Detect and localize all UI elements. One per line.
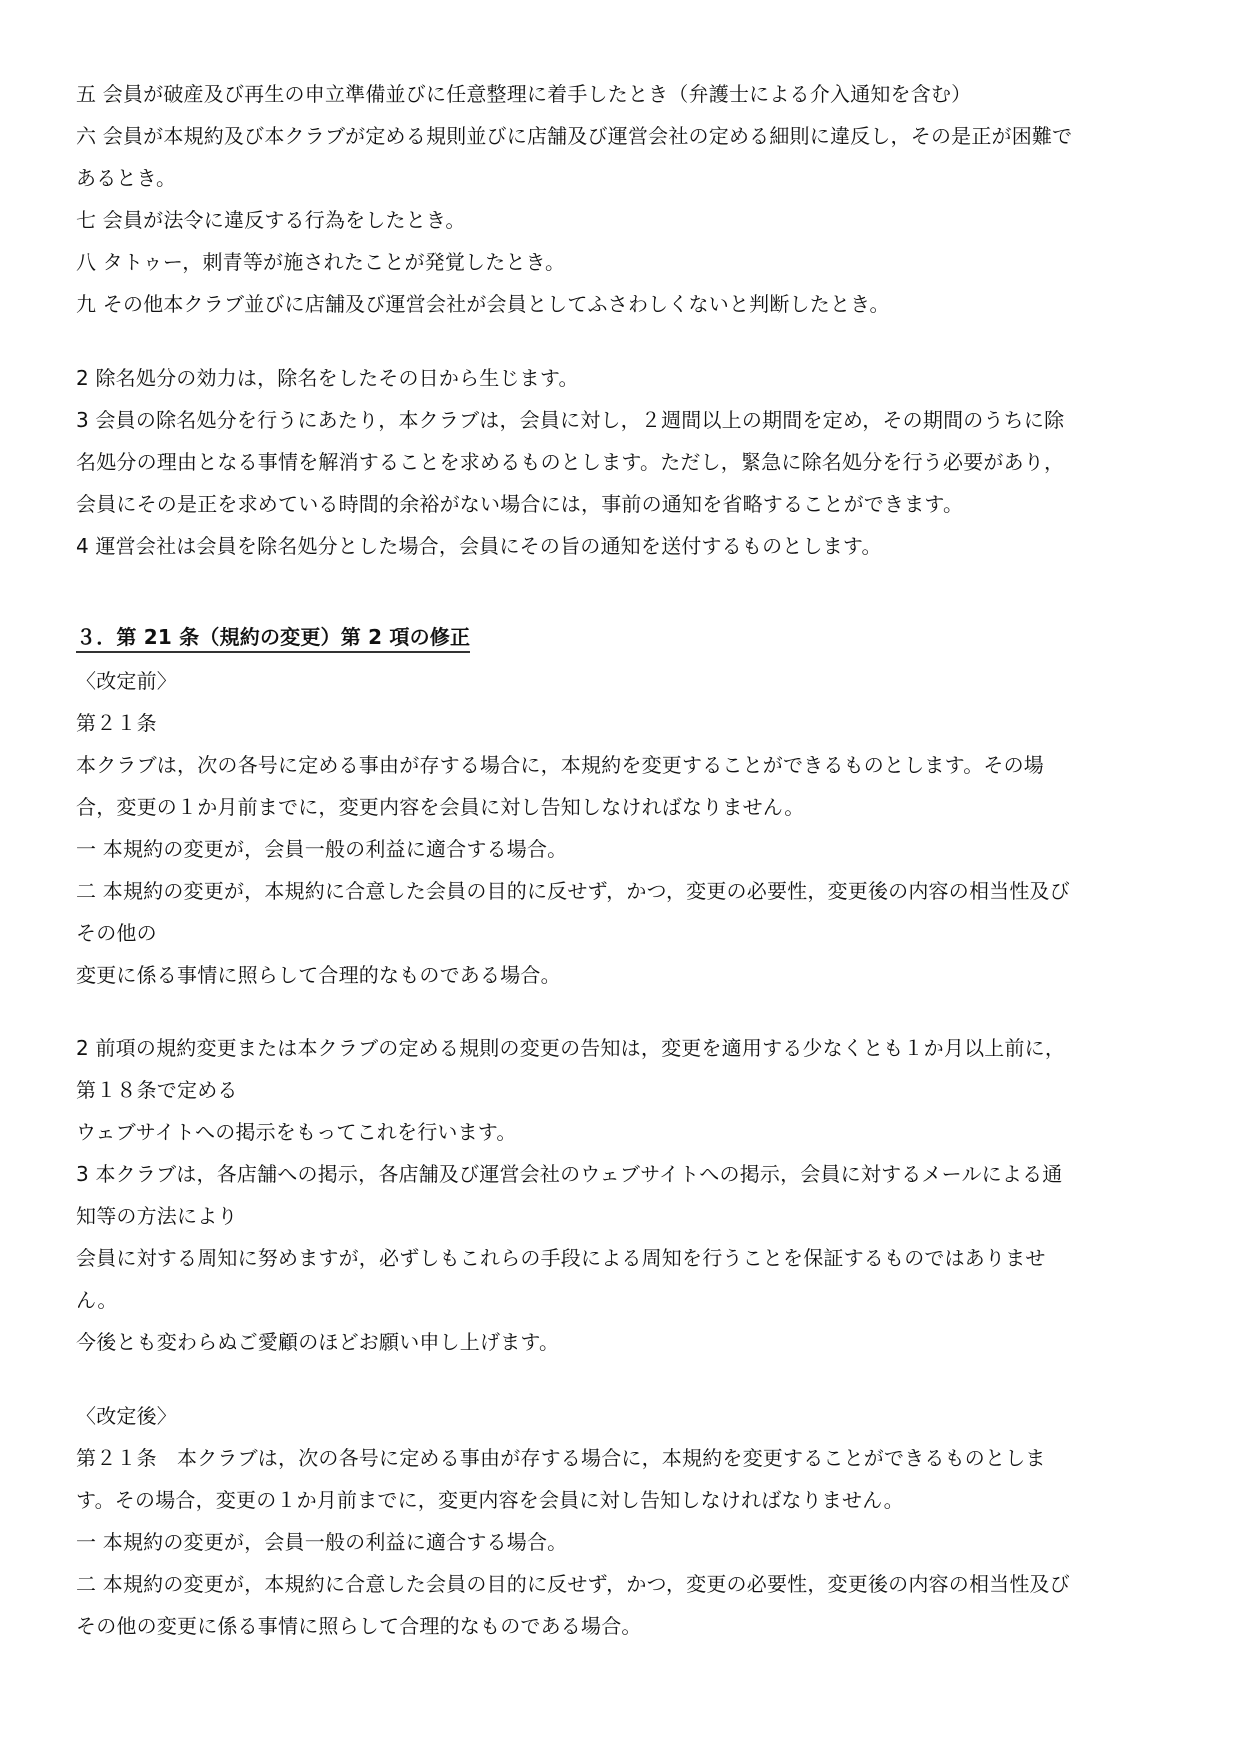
clause-3: 3 会員の除名処分を行うにあたり，本クラブは，会員に対し，２週間以上の期間を定め，その期間のうちに除 <box>76 408 1065 432</box>
before-line: 合，変更の１か月前までに，変更内容を会員に対し告知しなければなりません。 <box>76 795 805 819</box>
list-item-5: 五 会員が破産及び再生の申立準備並びに任意整理に着手したとき（弁護士による介入通知を含む） <box>76 82 972 106</box>
list-item-7: 七 会員が法令に違反する行為をしたとき。 <box>76 208 466 232</box>
before-line: 3 本クラブは，各店舗への掲示，各店舗及び運営会社のウェブサイトへの掲示，会員に対するメールによる通 <box>76 1162 1063 1186</box>
after-label: 〈改定後〉 <box>76 1404 177 1428</box>
after-line: す。その場合，変更の１か月前までに，変更内容を会員に対し告知しなければなりません。 <box>76 1488 904 1512</box>
list-item-6: 六 会員が本規約及び本クラブが定める規則並びに店舗及び運営会社の定める細則に違反し，その是正が困難で <box>76 124 1073 148</box>
before-line: 会員に対する周知に努めますが，必ずしもこれらの手段による周知を行うことを保証するものではありませ <box>76 1246 1046 1270</box>
after-line: その他の変更に係る事情に照らして合理的なものである場合。 <box>76 1614 642 1638</box>
before-line: 第１８条で定める <box>76 1078 238 1102</box>
before-label: 〈改定前〉 <box>76 669 177 693</box>
list-item-8: 八 タトゥー，刺青等が施されたことが発覚したとき。 <box>76 250 566 274</box>
section-heading: ３．第 21 条（規約の変更）第 2 項の修正 <box>76 624 470 653</box>
before-article: 第２１条 <box>76 711 157 735</box>
before-line: 一 本規約の変更が，会員一般の利益に適合する場合。 <box>76 837 568 861</box>
before-line: 知等の方法により <box>76 1204 238 1228</box>
before-line: 今後とも変わらぬご愛顧のほどお願い申し上げます。 <box>76 1330 560 1354</box>
clause-2: 2 除名処分の効力は，除名をしたその日から生じます。 <box>76 366 579 390</box>
clause-3-cont-1: 名処分の理由となる事情を解消することを求めるものとします。ただし，緊急に除名処分を行う必要があり， <box>76 450 1065 474</box>
before-line: ウェブサイトへの掲示をもってこれを行います。 <box>76 1120 517 1144</box>
list-item-6-cont: あるとき。 <box>76 166 177 190</box>
before-line: 2 前項の規約変更または本クラブの定める規則の変更の告知は，変更を適用する少なくとも１か月以上前に， <box>76 1036 1066 1060</box>
before-line: ん。 <box>76 1288 118 1312</box>
clause-4: 4 運営会社は会員を除名処分とした場合，会員にその旨の通知を送付するものとします。 <box>76 534 882 558</box>
clause-3-cont-2: 会員にその是正を求めている時間的余裕がない場合には，事前の通知を省略することができます。 <box>76 492 964 516</box>
before-line: 変更に係る事情に照らして合理的なものである場合。 <box>76 963 561 987</box>
before-line: 二 本規約の変更が，本規約に合意した会員の目的に反せず，かつ，変更の必要性，変更後の内容の相当性及び <box>76 879 1070 903</box>
before-line: 本クラブは，次の各号に定める事由が存する場合に，本規約を変更することができるものとします。その場 <box>76 753 1044 777</box>
after-line: 第２１条 本クラブは，次の各号に定める事由が存する場合に，本規約を変更することができるものとしま <box>76 1446 1046 1470</box>
document-page <box>76 0 1176 1755</box>
after-line: 二 本規約の変更が，本規約に合意した会員の目的に反せず，かつ，変更の必要性，変更後の内容の相当性及び <box>76 1572 1070 1596</box>
list-item-9: 九 その他本クラブ並びに店舗及び運営会社が会員としてふさわしくないと判断したとき。 <box>76 292 890 316</box>
before-line: その他の <box>76 921 157 945</box>
after-line: 一 本規約の変更が，会員一般の利益に適合する場合。 <box>76 1530 568 1554</box>
